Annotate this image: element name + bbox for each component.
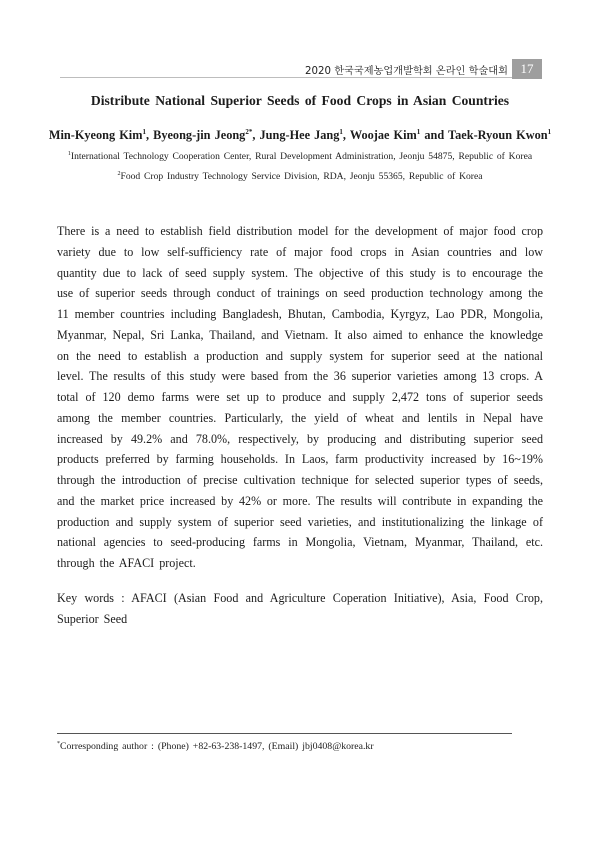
author-list [0, 128, 600, 143]
abstract-text: There is a need to establish field distribution model for the development of major food crop variety due to low self-sufficiency rate of major food crops in Asian countries and low quantity due to lack of seed supply system. The objective of this study is to encourage the use of superior seeds through conduct of trainings on seed production technology among the 11 member countries including Bangladesh, Bhutan, Cambodia, Kyrgyz, Lao PDR, Mongolia, Myanmar, Nepal, Sri Lanka, Thailand, and Vietnam. It also aimed to enhance the knowledge on the need to establish a production and supply system for superior seed at the national level. The results of this study were based from the 36 superior varieties among 13 crops. A total of 120 demo farms were set up to produce and supply 2,472 tons of superior seeds among the member countries. Particularly, the yield of wheat and lentils in Nepal have increased by 49.2% and 78.0%, respectively, by producing and distributing superior seed products preferred by farming households. In Laos, farm productivity increased by 16~19% through the introduction of precise cultivation technique for selected superior types of seeds, and the market price increased by 42% or more. The results will contribute in expanding the production and supply system of superior seed varieties, and institutionalizing the linkage of national agencies to seed-producing farms in Mongolia, Vietnam, Myanmar, Thailand, etc. through the AFACI project. [57, 224, 543, 570]
affiliation-sup: 1 [67, 151, 71, 157]
footnote-sup: * [57, 741, 60, 747]
footnote-rule [57, 733, 512, 734]
running-header [0, 59, 542, 79]
affiliation-text: Food Crop Industry Technology Service Division, RDA, Jeonju 55365, Republic of Korea [120, 171, 483, 182]
author-separator: , [252, 128, 256, 142]
paper-title: Distribute National Superior Seeds of Food Crops in Asian Countries [90, 93, 510, 108]
affiliation-2 [0, 171, 600, 182]
corresponding-author-footnote [57, 741, 374, 752]
author-separator: , [342, 128, 346, 142]
footnote-text: Corresponding author : (Phone) +82-63-238-1497, (Email) jbj0408@korea.kr [60, 741, 374, 752]
author-name: Taek-Ryoun Kwon [448, 128, 548, 142]
keywords: Key words : AFACI (Asian Food and Agriculture Coperation Initiative), Asia, Food Crop, Superior Seed [57, 591, 543, 626]
author-name: Byeong-jin Jeong [153, 128, 246, 142]
author-name: Min-Kyeong Kim [48, 128, 143, 142]
author-sup: 1 [339, 128, 343, 136]
author-sup: 1 [547, 128, 552, 136]
author-name: Jung-Hee Jang [259, 128, 340, 142]
conference-name: 2020 한국국제농업개발학회 온라인 학술대회 [305, 66, 508, 77]
header-rule [60, 77, 512, 78]
affiliation-1 [0, 151, 600, 162]
author-sup: 1 [142, 128, 146, 136]
page-number: 17 [512, 59, 542, 79]
author-name: Woojae Kim [349, 128, 417, 142]
affiliation-sup: 2 [117, 171, 121, 177]
author-sup: 1 [416, 128, 421, 136]
affiliation-text: International Technology Cooperation Center, Rural Development Administration, Jeonju 54875, Republic of Korea [70, 151, 533, 162]
author-separator: , [145, 128, 150, 142]
author-sup: 2* [245, 128, 253, 136]
author-conjunction: and [424, 128, 445, 142]
